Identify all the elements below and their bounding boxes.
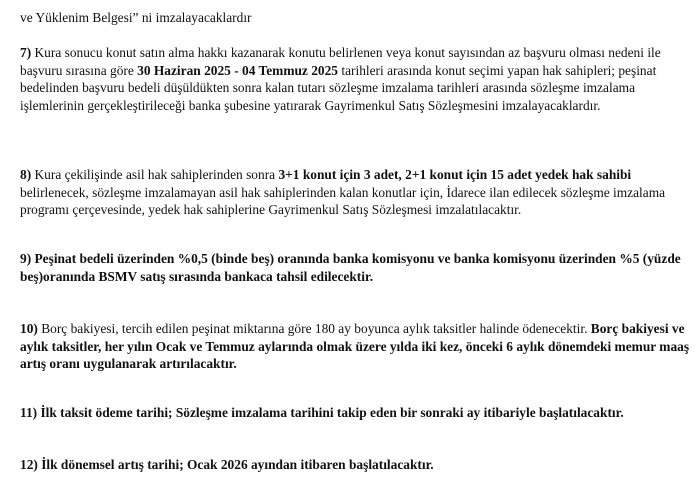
item-10-number: 10) — [20, 321, 38, 336]
intro-text: ve Yüklenim Belgesi” ni imzalayacaklardır — [20, 10, 252, 25]
item-12-paragraph — [20, 456, 692, 474]
item-9-text: 9) Peşinat bedeli üzerinden %0,5 (binde beş) oranında banka komisyonu ve banka komisyonu üzerinden %5 (yüzde beş)oranında BSMV satış sırasında bankaca tahsil edilecektir. — [20, 251, 681, 284]
item-10-paragraph — [20, 320, 692, 373]
item-7-text-2: tarihleri arasında konut seçimi yapan hak sahipleri; peşinat bedelinden başvuru bedeli düşüldükten sonra kalan tutarı sözleşme imzalama tarihleri arasında sözleşme imzalama işlemlerinin gerçekleştirileceği banka şubesine yatırarak Gayrimenkul Satış Sözleşmesini imzalayacaklardır. — [20, 62, 657, 113]
item-8-text-2: belirlenecek, sözleşme imzalamayan asil hak sahiplerinden kalan konutlar için, İdarece ilan edilecek sözleşme imzalama programı çerçevesinde, yedek hak sahiplerine Gayrimenkul Satış Sözleşmesi imzalatılacaktır. — [20, 184, 666, 218]
item-7-number: 7) — [20, 45, 32, 60]
item-10-text-1: Borç bakiyesi, tercih edilen peşinat miktarına göre 180 ay boyunca aylık taksitler halinde ödenecektir. — [37, 321, 591, 336]
item-7-text-1: Kura sonucu konut satın alma hakkı kazanarak konutu belirlenen veya konut sayısından az başvuru olması nedeni ile başvuru sırasına göre — [20, 45, 661, 78]
item-8-reserve-count: 3+1 konut için 3 adet, 2+1 konut için 15 adet yedek hak sahibi — [278, 167, 632, 182]
item-7-paragraph — [20, 44, 692, 114]
item-11-paragraph — [20, 404, 692, 422]
item-8-paragraph — [20, 166, 692, 219]
item-12-text: 12) İlk dönemsel artış tarihi; Ocak 2026 ayından itibaren başlatılacaktır. — [20, 457, 434, 472]
item-8-text-1: Kura çekilişinde asil hak sahiplerinden sonra — [31, 167, 279, 182]
item-7-dates: 30 Haziran 2025 - 04 Temmuz 2025 — [137, 62, 338, 78]
item-10-bold-text: Borç bakiyesi ve aylık taksitler, her yılın Ocak ve Temmuz aylarında olmak üzere yılda iki kez, önceki 6 aylık dönemdeki memur maaş artış oranı uygulanarak artırılacaktır. — [20, 321, 690, 372]
item-8-number: 8) — [20, 167, 32, 182]
intro-paragraph — [20, 9, 692, 27]
item-9-paragraph — [20, 250, 692, 285]
item-11-text: 11) İlk taksit ödeme tarihi; Sözleşme imzalama tarihini takip eden bir sonraki ay itibariyle başlatılacaktır. — [20, 405, 624, 420]
